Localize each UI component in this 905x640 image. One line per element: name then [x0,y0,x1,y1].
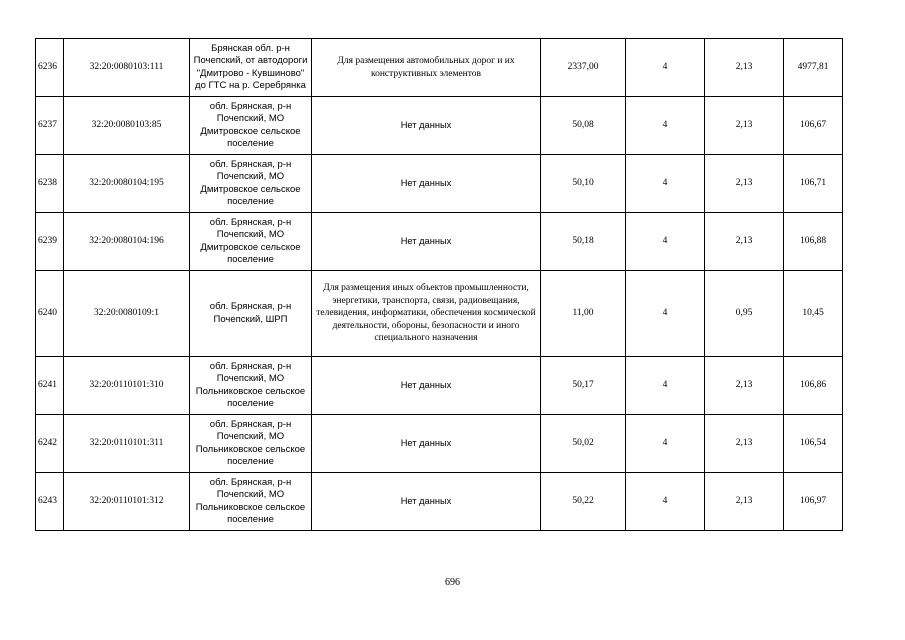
cadastral-number-cell: 32:20:0080109:1 [64,271,190,357]
table-row [36,357,843,415]
address-cell: Брянская обл. р-н Почепский, от автодороги "Дмитрово - Кувшиново" до ГТС на р. Серебрянка [190,39,312,97]
group-cell: 4 [626,415,705,473]
cadastral-number-cell: 32:20:0110101:311 [64,415,190,473]
permitted-use-cell: Нет данных [312,357,541,415]
cadastral-number-cell: 32:20:0080104:195 [64,155,190,213]
permitted-use-cell: Нет данных [312,473,541,531]
row-number-cell: 6237 [36,97,64,155]
group-cell: 4 [626,271,705,357]
table-row [36,39,843,97]
row-number-cell: 6239 [36,213,64,271]
specific-value-cell: 2,13 [705,415,784,473]
specific-value-cell: 2,13 [705,155,784,213]
page-number: 696 [445,577,460,588]
group-cell: 4 [626,39,705,97]
table-row [36,473,843,531]
table-row [36,213,843,271]
address-cell: обл. Брянская, р-н Почепский, МО Дмитровское сельское поселение [190,97,312,155]
cadastral-value-cell: 106,86 [784,357,843,415]
table-row [36,271,843,357]
group-cell: 4 [626,357,705,415]
specific-value-cell: 2,13 [705,213,784,271]
row-number-cell: 6243 [36,473,64,531]
cadastral-number-cell: 32:20:0080103:111 [64,39,190,97]
group-cell: 4 [626,473,705,531]
cadastral-number-cell: 32:20:0110101:312 [64,473,190,531]
area-cell: 50,17 [541,357,626,415]
address-cell: обл. Брянская, р-н Почепский, МО Польниковское сельское поселение [190,473,312,531]
specific-value-cell: 2,13 [705,39,784,97]
cadastral-number-cell: 32:20:0080103:85 [64,97,190,155]
address-cell: обл. Брянская, р-н Почепский, МО Польниковское сельское поселение [190,357,312,415]
permitted-use-cell: Нет данных [312,213,541,271]
cadastral-value-table [35,38,843,531]
area-cell: 50,02 [541,415,626,473]
group-cell: 4 [626,213,705,271]
address-cell: обл. Брянская, р-н Почепский, МО Дмитровское сельское поселение [190,155,312,213]
cadastral-number-cell: 32:20:0110101:310 [64,357,190,415]
group-cell: 4 [626,97,705,155]
address-cell: обл. Брянская, р-н Почепский, МО Дмитровское сельское поселение [190,213,312,271]
cadastral-value-cell: 4977,81 [784,39,843,97]
cadastral-value-cell: 106,67 [784,97,843,155]
cadastral-value-cell: 106,88 [784,213,843,271]
specific-value-cell: 0,95 [705,271,784,357]
address-cell: обл. Брянская, р-н Почепский, МО Польниковское сельское поселение [190,415,312,473]
specific-value-cell: 2,13 [705,473,784,531]
group-cell: 4 [626,155,705,213]
row-number-cell: 6236 [36,39,64,97]
cadastral-number-cell: 32:20:0080104:196 [64,213,190,271]
table-row [36,415,843,473]
table-body [36,39,843,531]
row-number-cell: 6241 [36,357,64,415]
cadastral-value-cell: 106,54 [784,415,843,473]
permitted-use-cell: Для размещения автомобильных дорог и их конструктивных элементов [312,39,541,97]
area-cell: 2337,00 [541,39,626,97]
table-row [36,97,843,155]
area-cell: 50,08 [541,97,626,155]
permitted-use-cell: Нет данных [312,155,541,213]
permitted-use-cell: Нет данных [312,415,541,473]
row-number-cell: 6242 [36,415,64,473]
cadastral-value-cell: 106,97 [784,473,843,531]
cadastral-value-cell: 10,45 [784,271,843,357]
specific-value-cell: 2,13 [705,97,784,155]
permitted-use-cell: Нет данных [312,97,541,155]
address-cell: обл. Брянская, р-н Почепский, ШРП [190,271,312,357]
row-number-cell: 6238 [36,155,64,213]
area-cell: 11,00 [541,271,626,357]
row-number-cell: 6240 [36,271,64,357]
specific-value-cell: 2,13 [705,357,784,415]
cadastral-value-cell: 106,71 [784,155,843,213]
area-cell: 50,18 [541,213,626,271]
permitted-use-cell: Для размещения иных объектов промышленности, энергетики, транспорта, связи, радиовещания, телевидения, информатики, обеспечения космической деятельности, обороны, безопасности и иного специального назначения [312,271,541,357]
table-row [36,155,843,213]
area-cell: 50,10 [541,155,626,213]
area-cell: 50,22 [541,473,626,531]
